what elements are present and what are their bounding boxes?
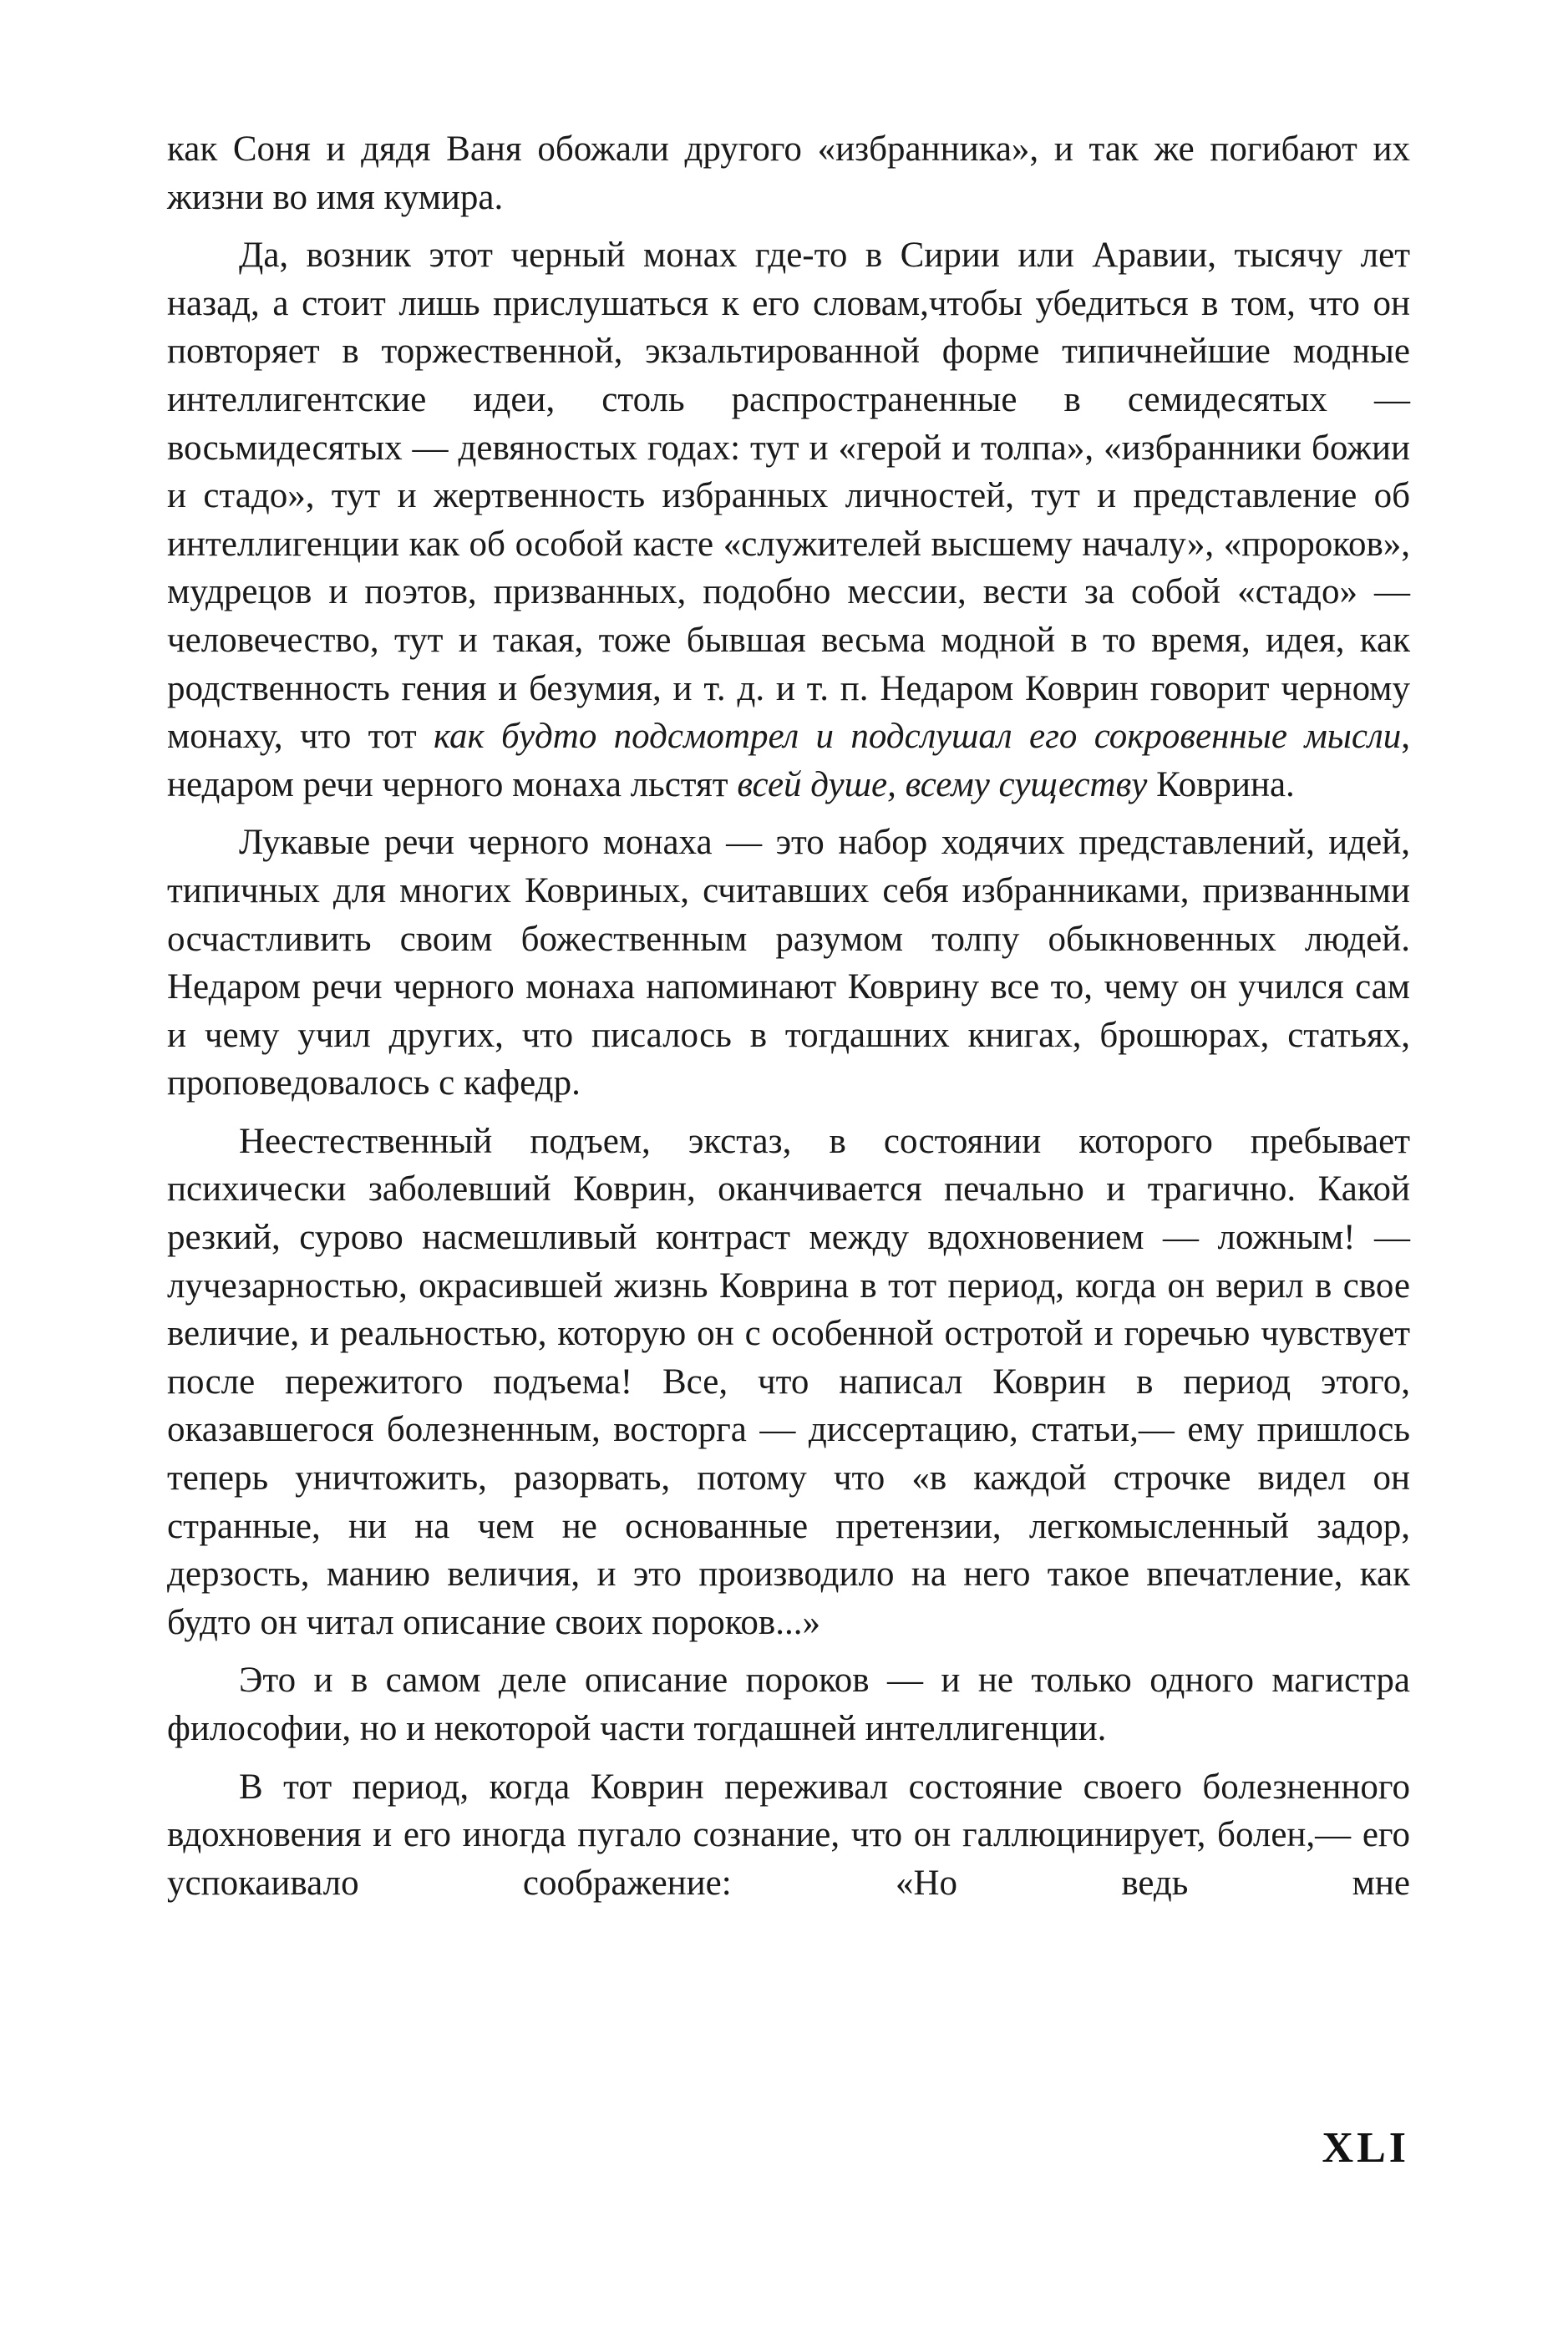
paragraph-5: Это и в самом деле описание пороков — и не только одного магистра философии, но и некоторой части тогдашней интеллигенции. xyxy=(167,1661,1410,1748)
paragraph-6: В тот период, когда Коврин переживал состояние своего болезненного вдохновения и его иногда пугало сознание, что он галлюцинирует, болен,— его успокаивало соображение: «Но ведь мне xyxy=(167,1767,1410,1903)
quote-italic-1: как будто подсмотрел и подслушал его сокровенные мысли xyxy=(433,717,1402,757)
paragraph-2-tail-before: Недаром Коврин говорит черному монаху, что тот xyxy=(167,668,1411,757)
page-number: XLI xyxy=(1322,2124,1409,2172)
paragraph-2-main: Да, возник этот черный монах где-то в Сирии или Аравии, тысячу лет назад, а стоит лишь прислушаться к его словам,чтобы убедиться в том, что он повторяет в торжественной, экзальтированной форме типичнейшие модные интеллигентские идеи, столь распространенные в семидесятых — восьмидесятых — девяностых годах: тут и «герой и толпа», «избранники божии и стадо», тут и жертвенность избранных личностей, тут и представление об интеллигенции как об особой касте «служителей высшему началу», «пророков», мудрецов и поэтов, призванных, подобно мессии, вести за собой «стадо» — человечество, тут и такая, тоже бывшая весьма модной в то время, идея, как родственность гения и безумия, и т. д. и т. п. xyxy=(167,236,1410,708)
paragraph-2-tail-middle: , недаром речи черного монаха льстят xyxy=(167,717,1410,804)
paragraph-4: Неестественный подъем, экстаз, в состоянии которого пребывает психически заболевший Коврин, оканчивается печально и трагично. Какой резкий, сурово насмешливый контраст между вдохновением — ложным! — лучезарностью, окрасившей жизнь Коврина в тот период, когда он верил в свое величие, и реальностью, которую он с особенной остротой и горечью чувствует после пережитого подъема! Все, что написал Коврин в период этого, оказавшегося болезненным, восторга — диссертацию, статьи,— ему пришлось теперь уничтожить, разорвать, потому что «в каждой строчке видел он странные, ни на чем не основанные претензии, легкомысленный задор, дерзость, манию величия, и это производило на него такое впечатление, как будто он читал описание своих пороков...» xyxy=(167,1121,1410,1642)
paragraph-2-tail-after: Коврина. xyxy=(1147,764,1295,804)
paragraph-1: как Соня и дядя Ваня обожали другого «избранника», и так же погибают их жизни во имя кумира. xyxy=(167,129,1410,217)
paragraph-2 xyxy=(167,231,1410,809)
body-text xyxy=(167,125,1410,1917)
paragraph-3: Лукавые речи черного монаха — это набор ходячих представлений, идей, типичных для многих Ковриных, считавших себя избранниками, призванными осчастливить своим божественным разумом толпу обыкновенных людей. Недаром речи черного монаха напоминают Коврину все то, чему он учился сам и чему учил других, что писалось в тогдашних книгах, брошюрах, статьях, проповедовалось с кафедр. xyxy=(167,823,1410,1103)
quote-italic-2: всей душе, всему существу xyxy=(737,764,1148,804)
